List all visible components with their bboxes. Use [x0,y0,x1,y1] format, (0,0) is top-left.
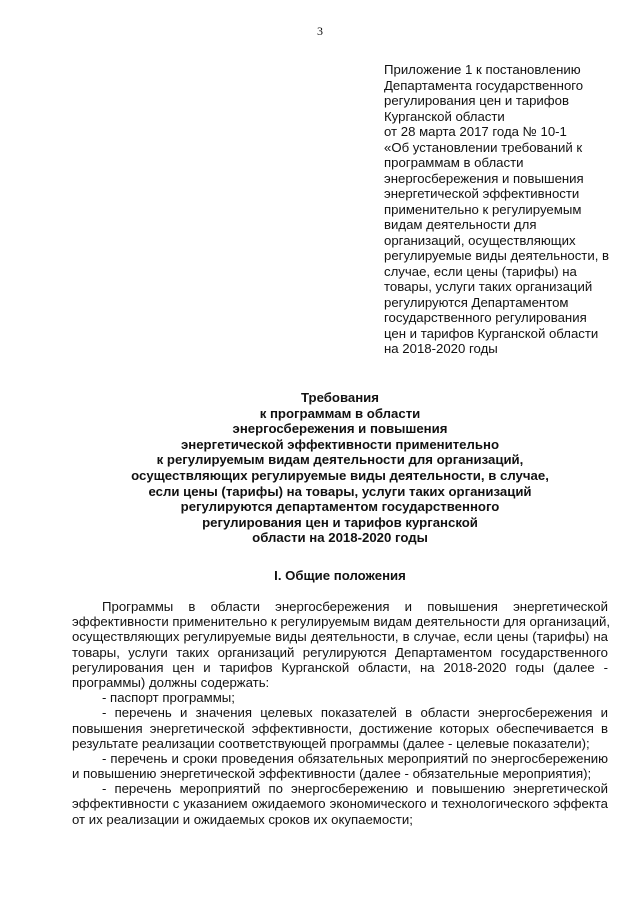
appendix-line: регулирования цен и тарифов [384,93,569,108]
appendix-line: регулируются Департаментом [384,294,569,310]
appendix-line: на 2018-2020 годы [384,341,498,356]
appendix-line: применительно к регулируемым [384,201,582,217]
section-heading: I. Общие положения [274,568,406,583]
title-line: к программам в области [259,405,421,421]
appendix-line: энергетической эффективности [384,186,580,201]
title-line: если цены (тарифы) на товары, услуги таких организаций [148,483,532,499]
page-number: 3 [317,24,323,38]
appendix-line: государственного регулирования [384,310,587,325]
appendix-line: «Об установлении требований к [384,139,583,155]
appendix-line: энергосбережения и повышения [384,170,584,186]
appendix-line: случае, если цены (тарифы) на [384,263,577,279]
list-item: - перечень и сроки проведения обязательных мероприятий по энергосбережению [102,750,608,766]
body-line: осуществляющих регулируемые виды деятельности, в случае, если цены (тарифы) на [72,629,608,645]
body-line: от их реализации и ожидаемых сроков их окупаемости; [72,811,413,827]
body-line: регулирования цен и тарифов Курганской области, на 2018-2020 годы (далее - [72,659,608,675]
title-line: энергетической эффективности применительно [180,436,500,452]
appendix-line: Департамента государственного [384,77,584,93]
appendix-line: Приложение 1 к постановлению [384,62,581,77]
title-line: регулируются департаментом государственного [180,499,500,515]
title-line: Требования [300,390,379,405]
title-line: области на 2018-2020 годы [252,530,428,546]
document-title [60,390,620,546]
title-line: регулирования цен и тарифов курганской [202,514,478,530]
appendix-line: программам в области [384,155,524,170]
list-item: - паспорт программы; [102,690,235,706]
body-line: результате реализации соответствующей программы (далее - целевые показатели); [72,735,590,751]
body-text [72,599,611,827]
body-line: эффективности применительно к регулируемым видам деятельности для организаций, [72,614,611,630]
appendix-line: видам деятельности для [384,217,537,232]
appendix-line: Курганской области [384,108,505,124]
appendix-line: организаций, осуществляющих [384,232,576,248]
body-line: повышения энергетической эффективности, достижение которых обеспечивается в [72,720,608,736]
list-item: - перечень и значения целевых показателей в области энергосбережения и [102,705,608,721]
body-line: программы) должны содержать: [72,674,270,690]
body-line: и повышению энергетической эффективности (далее - обязательные мероприятия); [72,766,592,782]
list-item: - перечень мероприятий по энергосбережению и повышению энергетической [102,781,608,797]
body-line: Программы в области энергосбережения и повышения энергетической [102,599,608,614]
body-line: эффективности с указанием ожидаемого экономического и технологического эффекта [72,796,608,812]
title-line: энергосбережения и повышения [232,421,448,437]
title-line: осуществляющих регулируемые виды деятельности, в случае, [131,467,549,483]
appendix-reference-block [384,62,616,357]
appendix-line: товары, услуги таких организаций [384,279,593,294]
appendix-line: от 28 марта 2017 года № 10-1 [384,124,567,139]
body-line: товары, услуги таких организаций регулируются Департаментом государственного [72,644,608,660]
appendix-line: регулируемые виды деятельности, в [384,248,610,263]
appendix-line: цен и тарифов Курганской области [384,325,599,341]
title-line: к регулируемым видам деятельности для организаций, [156,452,524,468]
